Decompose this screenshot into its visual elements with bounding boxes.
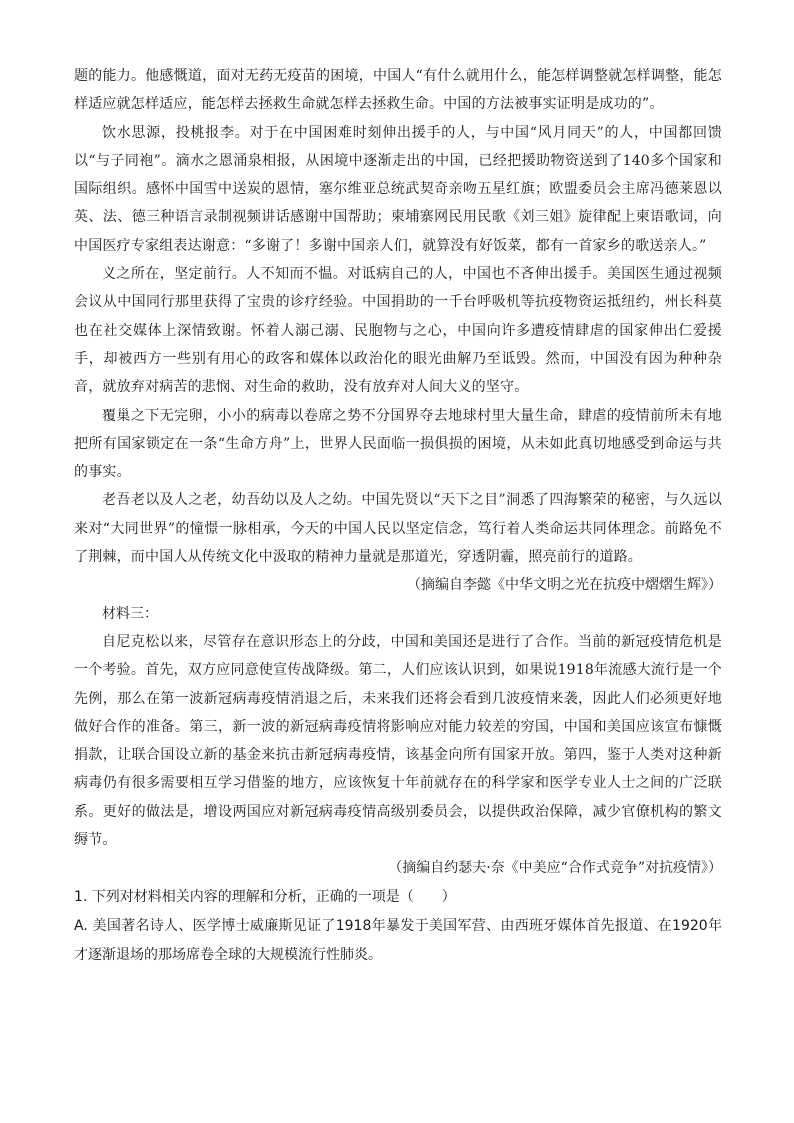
document-page xyxy=(74,62,722,970)
material-2-source: （摘编自李懿《中华文明之光在抗疫中熠熠生辉》） xyxy=(407,577,722,594)
material-3-text: 自尼克松以来，尽管存在意识形态上的分歧，中国和美国还是进行了合作。当前的新冠疫情危机是一个考验。首先，双方应同意使宣传战降级。第二，人们应该认识到，如果说1918年流感大流行是一个先例，那么在第一波新冠病毒疫情消退之后，未来我们还将会看到几波疫情来袭，因此人们必须更好地做好合作的准备。第三，新一波的新冠病毒疫情将影响应对能力较差的穷国，中国和美国应该宣布慷慨捐款，让联合国设立新的基金来抗击新冠病毒疫情，该基金向所有国家开放。第四，鉴于人类对这种新病毒仍有很多需要相互学习借鉴的地方，应该恢复十年前就存在的科学家和医学专业人士之间的广泛联系。更好的做法是，增设两国应对新冠病毒疫情高级别委员会，以提供政治保障，减少官僚机构的繁文缛节。 xyxy=(74,633,722,849)
option-a: A. 美国著名诗人、医学博士威廉斯见证了1918年暴发于美国军营、由西班牙媒体首先报道、在1920年才逐渐退场的那场席卷全球的大规模流行性肺炎。 xyxy=(74,917,722,963)
paragraph-gratitude: 饮水思源，投桃报李。对于在中国困难时刻伸出援手的人，与中国“风月同天”的人，中国都回馈以“与子同袍”。滴水之恩涌泉相报，从困境中逐渐走出的中国，已经把援助物资送到了140多个国家和国际组织。感怀中国雪中送炭的恩情，塞尔维亚总统武契奇亲吻五星红旗；欧盟委员会主席冯德莱恩以英、法、德三种语言录制视频讲话感谢中国帮助；柬埔寨网民用民歌《刘三姐》旋律配上柬语歌词，向中国医疗专家组表达谢意：“多谢了！多谢中国亲人们，就算没有好饭菜，都有一首家乡的歌送亲人。” xyxy=(74,124,722,254)
question-stem: 1. 下列对材料相关内容的理解和分析，正确的一项是（ ） xyxy=(74,888,456,905)
material-3-label: 材料三： xyxy=(102,605,158,622)
material-3-source: （摘编自约瑟夫·奈《中美应“合作式竞争”对抗疫情》） xyxy=(388,860,722,877)
paragraph-righteousness: 义之所在，坚定前行。人不知而不愠。对诋病自己的人，中国也不吝伸出援手。美国医生通过视频会议从中国同行那里获得了宝贵的诊疗经验。中国捐助的一千台呼吸机等抗疫物资运抵纽约，州长科莫也在社交媒体上深情致谢。怀着人溺己溺、民胞物与之心，中国向许多遭疫情肆虐的国家伸出仁爱援手，却被西方一些别有用心的政客和媒体以政治化的眼光曲解乃至诋毁。然而，中国没有因为种种杂音，就放弃对病苦的悲悯、对生命的救助，没有放弃对人间大义的坚守。 xyxy=(74,266,722,396)
paragraph-continuation: 题的能力。他感慨道，面对无药无疫苗的困境，中国人“有什么就用什么，能怎样调整就怎样调整，能怎样适应就怎样适应，能怎样去拯救生命就怎样去拯救生命。中国的方法被事实证明是成功的”。 xyxy=(74,68,722,113)
paragraph-community: 老吾老以及人之老，幼吾幼以及人之幼。中国先贤以“天下之目”洞悉了四海繁荣的秘密，与久远以来对“大同世界”的憧憬一脉相承，今天的中国人民以坚定信念，笃行着人类命运共同体理念。前路免不了荆棘，而中国人从传统文化中汲取的精神力量就是那道光，穿透阴霾，照亮前行的道路。 xyxy=(74,492,722,566)
paragraph-shared-destiny: 覆巢之下无完卵，小小的病毒以卷席之势不分国界夺去地球村里大量生命，肆虐的疫情前所未有地把所有国家锁定在一条“生命方舟”上，世界人民面临一损俱损的困境，从未如此真切地感受到命运与共的事实。 xyxy=(74,407,722,481)
